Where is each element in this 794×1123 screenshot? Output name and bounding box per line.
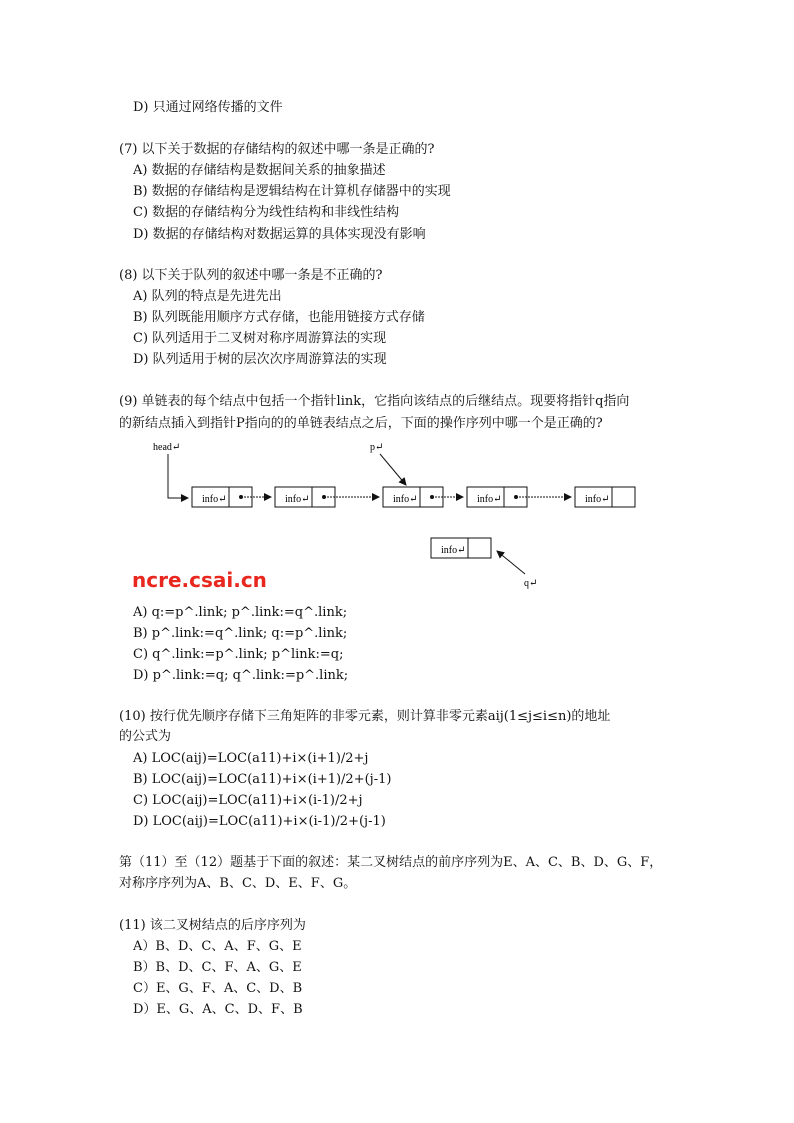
node-5-info: info↵	[585, 494, 610, 505]
list-node-5	[575, 487, 635, 507]
q10-option-d: D) LOC(aij)=LOC(a11)+i×(i-1)/2+(j-1)	[133, 814, 386, 829]
q8-option-c: C) 队列适用于二叉树对称序周游算法的实现	[133, 331, 387, 346]
q-label: q↵	[524, 578, 538, 589]
new-node-q	[431, 538, 491, 558]
q7-option-b: B) 数据的存储结构是逻辑结构在计算机存储器中的实现	[133, 184, 451, 199]
q7-option-a: A) 数据的存储结构是数据间关系的抽象描述	[133, 163, 386, 178]
q11-option-a: A）B、D、C、A、F、G、E	[133, 939, 302, 954]
q11-option-d: D）E、G、A、C、D、F、B	[133, 1002, 303, 1017]
node-p-info: info↵	[393, 494, 418, 505]
head-pointer	[168, 454, 188, 498]
q9-option-b: B) p^.link:=q^.link; q:=p^.link;	[133, 626, 348, 641]
q9-question-line1: (9) 单链表的每个结点中包括一个指针link，它指向该结点的后继结点。现要将指针q指向	[119, 394, 630, 409]
node-1-info: info↵	[202, 494, 227, 505]
q9-option-c: C) q^.link:=p^.link; p^link:=q;	[133, 647, 344, 662]
node-2-info: info↵	[285, 494, 310, 505]
p-pointer	[380, 454, 406, 485]
q7-option-d: D) 数据的存储结构对数据运算的具体实现没有影响	[133, 227, 426, 242]
q10-option-b: B) LOC(aij)=LOC(a11)+i×(i+1)/2+(j-1)	[133, 772, 392, 787]
q8-option-b: B) 队列既能用顺序方式存储，也能用链接方式存储	[133, 310, 425, 325]
q9-question-line2: 的新结点插入到指针P指向的的单链表结点之后，下面的操作序列中哪一个是正确的?	[119, 416, 603, 431]
q11-option-b: B）B、D、C、F、A、G、E	[133, 960, 302, 975]
q10-option-a: A) LOC(aij)=LOC(a11)+i×(i+1)/2+j	[133, 751, 369, 766]
intro-11-12-line2: 对称序序列为A、B、C、D、E、F、G。	[119, 876, 357, 891]
linked-list-diagram	[0, 432, 794, 592]
q11-question: (11) 该二叉树结点的后序序列为	[119, 918, 306, 933]
q10-question-line2: 的公式为	[119, 729, 172, 744]
q8-option-a: A) 队列的特点是先进先出	[133, 289, 282, 304]
node-q-info: info↵	[441, 545, 466, 556]
q8-question: (8) 以下关于队列的叙述中哪一条是不正确的?	[119, 268, 383, 283]
q-pointer	[497, 551, 525, 574]
node-4-info: info↵	[477, 494, 502, 505]
intro-11-12-line1: 第（11）至（12）题基于下面的叙述：某二叉树结点的前序序列为E、A、C、B、D、G、F，	[119, 855, 663, 870]
q9-option-a: A) q:=p^.link; p^.link:=q^.link;	[133, 605, 348, 620]
prev-option-d: D) 只通过网络传播的文件	[133, 100, 283, 115]
p-label: p↵	[370, 442, 384, 453]
q10-option-c: C) LOC(aij)=LOC(a11)+i×(i-1)/2+j	[133, 793, 363, 808]
watermark-logo: ncre.csai.cn	[132, 568, 267, 592]
head-label: head↵	[153, 442, 181, 453]
q11-option-c: C）E、G、F、A、C、D、B	[133, 981, 303, 996]
q7-option-c: C) 数据的存储结构分为线性结构和非线性结构	[133, 205, 400, 220]
q8-option-d: D) 队列适用于树的层次次序周游算法的实现	[133, 352, 387, 367]
q10-question-line1: (10) 按行优先顺序存储下三角矩阵的非零元素，则计算非零元素aij(1≤j≤i≤n)的地址	[119, 709, 611, 724]
q7-question: (7) 以下关于数据的存储结构的叙述中哪一条是正确的?	[119, 142, 435, 157]
q9-option-d: D) p^.link:=q; q^.link:=p^.link;	[133, 668, 349, 683]
